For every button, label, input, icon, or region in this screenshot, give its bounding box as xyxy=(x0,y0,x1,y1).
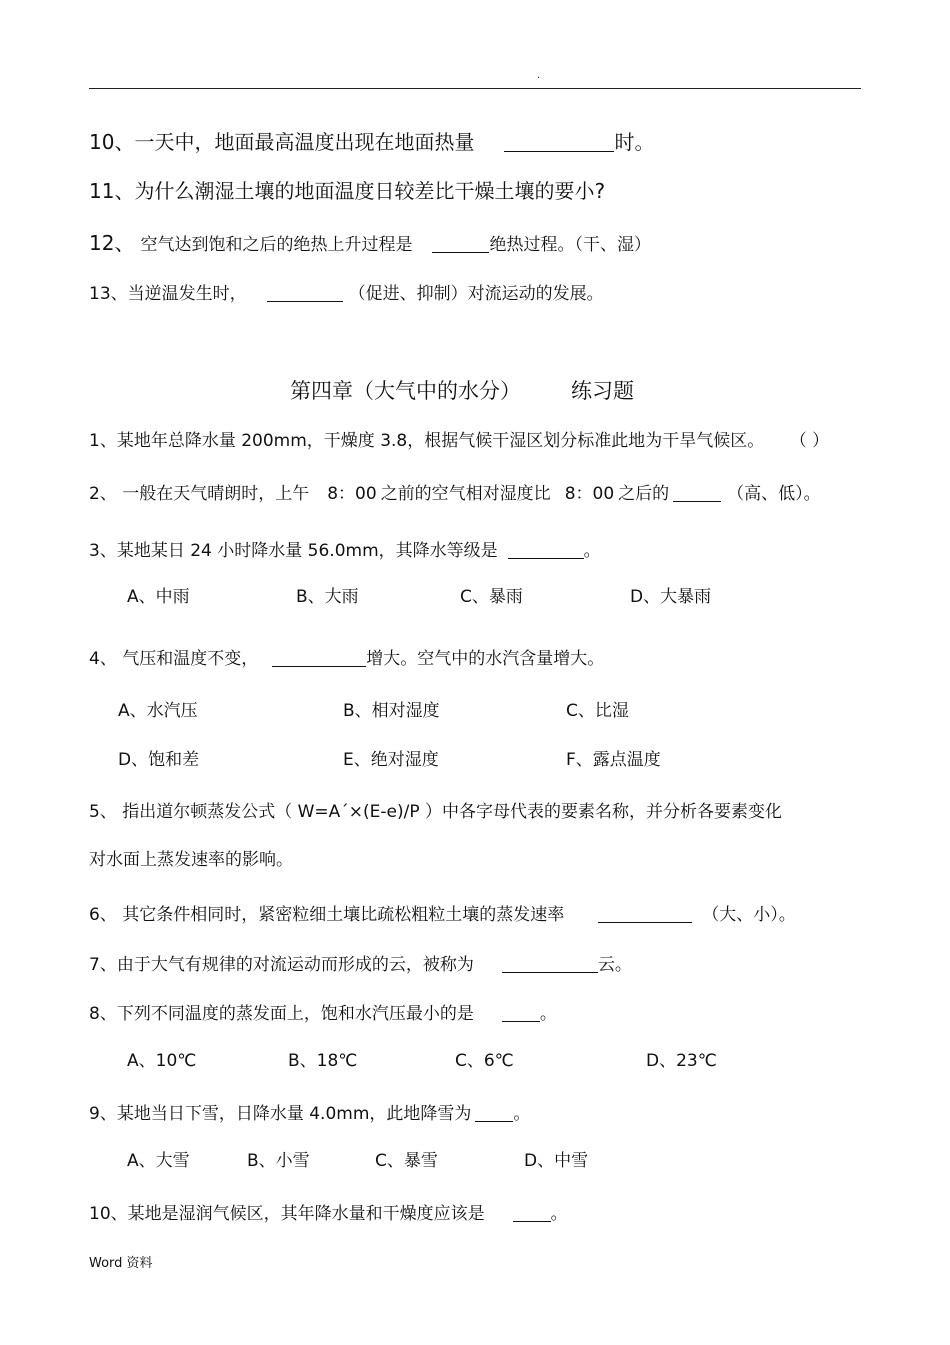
question-1: 1、某地年总降水量 200mm，干燥度 3.8，根据气候干湿区划分标准此地为干旱气候区。 （ ） xyxy=(89,431,830,451)
option-4f[interactable]: F、露点温度 xyxy=(566,750,661,770)
option-9a[interactable]: A、大雪 xyxy=(127,1151,190,1171)
question-9: 9、某地当日下雪，日降水量 4.0mm，此地降雪为 。 xyxy=(89,1104,531,1124)
answer-blank[interactable] xyxy=(502,1003,540,1022)
option-4c[interactable]: C、比湿 xyxy=(566,701,629,721)
option-9c[interactable]: C、暴雪 xyxy=(375,1151,438,1171)
header-rule xyxy=(89,88,861,89)
question-6: 6、 其它条件相同时，紧密粒细土壤比疏松粗粒土壤的蒸发速率 （大、小）。 xyxy=(89,905,796,925)
answer-blank[interactable] xyxy=(513,1203,551,1222)
option-3c[interactable]: C、暴雨 xyxy=(460,587,523,607)
header-mark: . xyxy=(537,70,541,81)
question-3: 3、某地某日 24 小时降水量 56.0mm，其降水等级是 。 xyxy=(89,541,601,561)
question-5-line2: 对水面上蒸发速率的影响。 xyxy=(89,850,293,870)
question-a12: 12、 空气达到饱和之后的绝热上升过程是 绝热过程。（干、湿） xyxy=(89,231,651,255)
option-8b[interactable]: B、18℃ xyxy=(288,1051,358,1071)
question-a13: 13、当逆温发生时， （促进、抑制）对流运动的发展。 xyxy=(89,284,604,304)
question-5-line1: 5、 指出道尔顿蒸发公式（ W=A´×(E-e)/P ）中各字母代表的要素名称，并分析各要素变化 xyxy=(89,802,783,822)
answer-blank[interactable] xyxy=(504,133,614,152)
answer-blank[interactable] xyxy=(673,483,721,502)
answer-blank[interactable] xyxy=(272,648,366,667)
option-4e[interactable]: E、绝对湿度 xyxy=(343,750,439,770)
option-8a[interactable]: A、10℃ xyxy=(127,1051,197,1071)
option-4a[interactable]: A、水汽压 xyxy=(118,701,198,721)
option-3a[interactable]: A、中雨 xyxy=(127,587,190,607)
option-8c[interactable]: C、6℃ xyxy=(455,1051,514,1071)
question-2: 2、 一般在天气晴朗时，上午 8：00 之前的空气相对湿度比 8：00 之后的 （高、低）。 xyxy=(89,484,821,504)
option-8d[interactable]: D、23℃ xyxy=(646,1051,717,1071)
footer-label: Word 资料 xyxy=(89,1256,153,1271)
option-9b[interactable]: B、小雪 xyxy=(247,1151,310,1171)
option-9d[interactable]: D、中雪 xyxy=(524,1151,589,1171)
answer-blank[interactable] xyxy=(508,540,584,559)
option-3b[interactable]: B、大雨 xyxy=(296,587,359,607)
option-4b[interactable]: B、相对湿度 xyxy=(343,701,440,721)
answer-blank[interactable] xyxy=(598,904,692,923)
option-4d[interactable]: D、饱和差 xyxy=(118,750,200,770)
question-a10: 10、一天中，地面最高温度出现在地面热量 时。 xyxy=(89,130,655,154)
question-7: 7、由于大气有规律的对流运动而形成的云，被称为 云。 xyxy=(89,955,632,975)
answer-blank[interactable] xyxy=(267,283,343,302)
option-3d[interactable]: D、大暴雨 xyxy=(630,587,712,607)
question-a11: 11、为什么潮湿土壤的地面温度日较差比干燥土壤的要小? xyxy=(89,179,606,203)
chapter-title: 第四章（大气中的水分） 练习题 xyxy=(290,379,634,403)
answer-blank[interactable] xyxy=(475,1103,513,1122)
answer-blank[interactable] xyxy=(502,954,598,973)
answer-blank[interactable] xyxy=(432,234,489,253)
question-4: 4、 气压和温度不变， 增大。空气中的水汽含量增大。 xyxy=(89,649,605,669)
question-8: 8、下列不同温度的蒸发面上，饱和水汽压最小的是 。 xyxy=(89,1004,557,1024)
question-10: 10、某地是湿润气候区，其年降水量和干燥度应该是 。 xyxy=(89,1204,568,1224)
